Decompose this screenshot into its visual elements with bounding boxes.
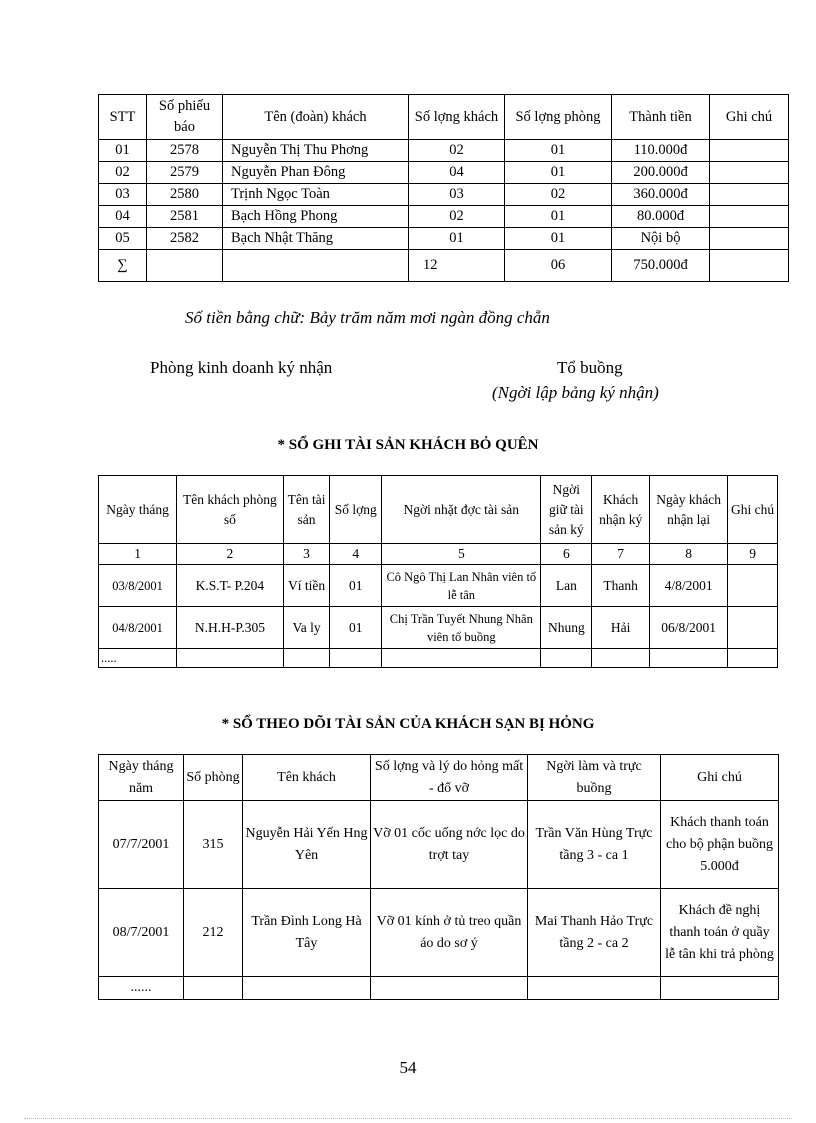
cell: 02 (99, 162, 147, 184)
total-row (99, 250, 789, 282)
cell: Nguyễn Phan Đông (223, 162, 409, 184)
cell (728, 607, 778, 649)
header-cell: Số lợng khách (409, 95, 505, 140)
cell: 08/7/2001 (99, 889, 184, 977)
cell: 02 (409, 140, 505, 162)
cell: 01 (505, 206, 612, 228)
sign-right-label: Tổ buồng (557, 358, 623, 377)
table-header-row (99, 95, 789, 140)
header-cell: Ngày khách nhận lại (650, 476, 728, 544)
header-cell: Ngày tháng (99, 476, 177, 544)
column-number-row (99, 544, 778, 565)
cell: 01 (505, 228, 612, 250)
header-cell: Số lợng và lý do hỏng mất - đổ vỡ (371, 755, 528, 801)
cell: 315 (184, 801, 243, 889)
header-cell: Ghi chú (661, 755, 779, 801)
cell: 04 (409, 162, 505, 184)
cell (243, 977, 371, 1000)
table-row (99, 206, 789, 228)
cell: Mai Thanh Hảo Trực tầng 2 - ca 2 (528, 889, 661, 977)
table-row (99, 607, 778, 649)
total-rooms: 06 (505, 250, 612, 282)
cell: Chị Trần Tuyết Nhung Nhân viên tổ buồng (382, 607, 541, 649)
cell: 2578 (147, 140, 223, 162)
cell: 05 (99, 228, 147, 250)
cell: 03 (409, 184, 505, 206)
cell (528, 977, 661, 1000)
header-cell: Số lợng phòng (505, 95, 612, 140)
header-cell: Số phòng (184, 755, 243, 801)
header-cell: Số phiếu báo (147, 95, 223, 140)
total-amount: 750.000đ (612, 250, 710, 282)
cell: Nội bộ (612, 228, 710, 250)
table-header-row (99, 755, 779, 801)
cell: Va ly (283, 607, 330, 649)
cell (371, 977, 528, 1000)
header-cell: Ngời giữ tài sản ký (541, 476, 592, 544)
cell (710, 184, 789, 206)
ellipsis-cell: ..... (99, 649, 177, 668)
cell: Nguyễn Thị Thu Phơng (223, 140, 409, 162)
sum-symbol: ∑ (99, 250, 147, 282)
cell: 2579 (147, 162, 223, 184)
cell: 200.000đ (612, 162, 710, 184)
header-cell: Ngày tháng năm (99, 755, 184, 801)
guest-billing-table (98, 94, 789, 282)
cell (728, 649, 778, 668)
header-cell: Khách nhận ký (592, 476, 650, 544)
header-cell: Tên tài sản (283, 476, 330, 544)
sign-left-label: Phòng kinh doanh ký nhận (150, 358, 333, 377)
cell: 80.000đ (612, 206, 710, 228)
cell: 01 (505, 162, 612, 184)
cell (710, 162, 789, 184)
cell: 06/8/2001 (650, 607, 728, 649)
column-number: 2 (177, 544, 284, 565)
cell: Bạch Nhật Thăng (223, 228, 409, 250)
table-row (99, 228, 789, 250)
cell (382, 649, 541, 668)
header-cell: STT (99, 95, 147, 140)
cell: 2581 (147, 206, 223, 228)
table-header-row (99, 476, 778, 544)
cell: 110.000đ (612, 140, 710, 162)
cell: 01 (330, 565, 382, 607)
header-cell: Tên khách phòng số (177, 476, 284, 544)
sign-right-subtitle: (Ngời lập bảng ký nhận) (492, 383, 659, 402)
cell: Thanh (592, 565, 650, 607)
cell: Khách đề nghị thanh toán ở quầy lễ tân khi trả phòng (661, 889, 779, 977)
cell: N.H.H-P.305 (177, 607, 284, 649)
table-row (99, 801, 779, 889)
cell (223, 250, 409, 282)
cell: Cô Ngô Thị Lan Nhân viên tổ lễ tân (382, 565, 541, 607)
header-cell: Số lợng (330, 476, 382, 544)
cell: 02 (505, 184, 612, 206)
cell (177, 649, 284, 668)
cell: 360.000đ (612, 184, 710, 206)
cell: Bạch Hồng Phong (223, 206, 409, 228)
ellipsis-cell: ...... (99, 977, 184, 1000)
table-row (99, 977, 779, 1000)
cell: 03/8/2001 (99, 565, 177, 607)
column-number: 5 (382, 544, 541, 565)
cell: 212 (184, 889, 243, 977)
section-title-damaged-assets: * SỔ THEO DÕI TÀI SẢN CỦA KHÁCH SẠN BỊ HỎNG (221, 716, 595, 732)
table-row (99, 162, 789, 184)
cell: Nguyễn Hải Yến Hng Yên (243, 801, 371, 889)
cell (710, 250, 789, 282)
cell: Lan (541, 565, 592, 607)
column-number: 3 (283, 544, 330, 565)
cell: Trịnh Ngọc Toàn (223, 184, 409, 206)
header-cell: Ghi chú (728, 476, 778, 544)
cell: 04 (99, 206, 147, 228)
cell: Ví tiền (283, 565, 330, 607)
column-number: 4 (330, 544, 382, 565)
lost-items-table (98, 475, 778, 668)
cell: 01 (505, 140, 612, 162)
cell (650, 649, 728, 668)
cell: Trần Đình Long Hà Tây (243, 889, 371, 977)
cell: 4/8/2001 (650, 565, 728, 607)
cell (147, 250, 223, 282)
cell: K.S.T- P.204 (177, 565, 284, 607)
page-bottom-rule (24, 1118, 792, 1119)
cell: Nhung (541, 607, 592, 649)
header-cell: Tên khách (243, 755, 371, 801)
column-number: 9 (728, 544, 778, 565)
cell: 02 (409, 206, 505, 228)
column-number: 1 (99, 544, 177, 565)
table-row (99, 140, 789, 162)
header-cell: Ghi chú (710, 95, 789, 140)
cell: 04/8/2001 (99, 607, 177, 649)
header-cell: Tên (đoàn) khách (223, 95, 409, 140)
cell (710, 228, 789, 250)
damaged-assets-table (98, 754, 779, 1000)
header-cell: Ngời nhặt đợc tài sản (382, 476, 541, 544)
header-cell: Ngời làm và trực buồng (528, 755, 661, 801)
cell: 2580 (147, 184, 223, 206)
table-row (99, 565, 778, 607)
cell (184, 977, 243, 1000)
column-number: 6 (541, 544, 592, 565)
cell (710, 206, 789, 228)
cell: 01 (99, 140, 147, 162)
cell: Vỡ 01 kính ở tủ treo quần áo do sơ ý (371, 889, 528, 977)
table-row (99, 649, 778, 668)
cell (330, 649, 382, 668)
column-number: 8 (650, 544, 728, 565)
cell: Hải (592, 607, 650, 649)
cell: 07/7/2001 (99, 801, 184, 889)
cell: 03 (99, 184, 147, 206)
page-number: 54 (399, 1058, 417, 1077)
table-row (99, 889, 779, 977)
cell (283, 649, 330, 668)
column-number: 7 (592, 544, 650, 565)
cell: 2582 (147, 228, 223, 250)
total-guests: 12 (409, 250, 505, 282)
cell (541, 649, 592, 668)
cell (710, 140, 789, 162)
cell: Trần Văn Hùng Trực tầng 3 - ca 1 (528, 801, 661, 889)
cell (728, 565, 778, 607)
cell: 01 (409, 228, 505, 250)
cell: 01 (330, 607, 382, 649)
table-row (99, 184, 789, 206)
cell (661, 977, 779, 1000)
cell: Khách thanh toán cho bộ phận buồng 5.000đ (661, 801, 779, 889)
cell (592, 649, 650, 668)
header-cell: Thành tiền (612, 95, 710, 140)
cell: Vỡ 01 cốc uống nớc lọc do trợt tay (371, 801, 528, 889)
amount-in-words: Số tiền bằng chữ: Bảy trăm năm mơi ngàn đồng chẵn (185, 308, 550, 327)
section-title-lost-items: * SỔ GHI TÀI SẢN KHÁCH BỎ QUÊN (277, 437, 539, 453)
